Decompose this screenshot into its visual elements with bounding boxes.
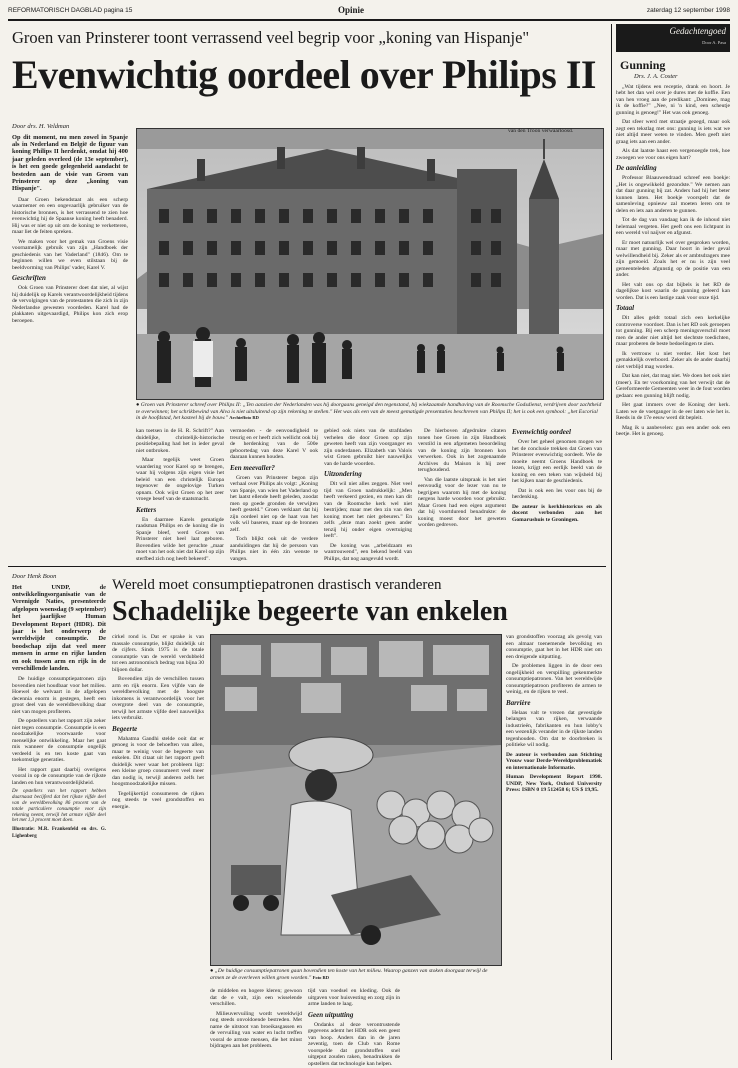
issue-date: zaterdag 12 september 1998: [646, 7, 730, 14]
subheading: Evenwichtig oordeel: [512, 428, 571, 436]
subheading: Begeerte: [112, 724, 138, 733]
article-headline: Evenwichtig oordeel over Philips II: [12, 52, 596, 97]
photo-credit: Archieffoto RD: [229, 415, 259, 421]
sidebar-divider: [611, 24, 612, 1060]
paragraph: Ook Groen van Prinsterer doet dat niet, al wijst hij duidelijk op Karels verantwoordelijkheid tijdens de vervolgingen van de protestanten die zich in zijn Nederlandse gewesten voordeden. Karel had de plakkaten uitgevaardigd, Philips kon zich erop beroepen.: [12, 285, 128, 324]
article-column-2: [112, 634, 204, 1042]
paragraph: We maken voor het gemak van Groens visie voornamelijk gebruik van zijn „Handboek der geschiedenis van het Vaderland" (1846). Om te beginnen willen we even stilstaan bij de beeldvorming van Philips' vader, Karel V.: [12, 238, 128, 271]
article-column-6: [512, 428, 602, 560]
paragraph: Maar tegelijk weet Groen waardering voor Karel op te brengen, waar hij volgens zijn eigen visie het beleid van een christelijk Europa tegenover de ongelovige Turken opnam. Ook wijst Groen op het zeer vroege besef van de staatsmacht.: [136, 457, 224, 502]
paragraph: Dat is ook een les voor ons bij de herdenking.: [512, 487, 602, 500]
paragraph: Dat sfeer werd met straatje gezegd, maar ook zegt een tekstlag met ons: gunning is iets wat we niet altijd meer weten te vinden. Men geeft niet graag iets aan een ander.: [616, 119, 730, 145]
subheading: Ketters: [136, 505, 157, 514]
article-column-5: [506, 634, 602, 1042]
paragraph: Dit wil niet alles zeggen. Niet veel tijd van Groen nadrukkelijk: „Men heeft verkeerd gezien, en men kan dit van de Roomsche kerk wel niet bestrijden; maar met den zin van den koning moet het niet gebeuren." En zelfs „deze man zoekt geen ander tenzij hij onder eigen overtuiging leeft".: [324, 481, 412, 539]
market-photo: [210, 634, 502, 966]
sidebar-body: [616, 74, 730, 1058]
subheading: Geschriften: [12, 274, 46, 283]
paragraph: Professor Blaauwendraad schreef een boekje: „Het is ongewikkeld gezondste." We nemen aan dat daar gunning bij zat. Anders had hij het beter kunnen laten. Het boekje voorspelt dat de samenleving opnieuw zal moeten leren om te delen en iets aan anderen te gunnen.: [616, 175, 730, 214]
paragraph: Bovendien zijn de verschillen tussen arm en rijk enorm. Een vijfde van de wereldbevolking met de hoogste inkomens is verantwoordelijk voor het overgrote deel van de consumptie, terwijl het armste vijfde deel nauwelijks iets verbruikt.: [112, 676, 204, 721]
paragraph: de middelen en hogere kleren; gewoon dat de e valt, zijn een wisselende verschillen.: [210, 988, 302, 1007]
paragraph: Dit alles geldt totaal zich een kerkelijke controverse voordoet. Dan is het RD ook geroepen tot gunning. Bij een scherp meningsverschil moet men de ander niet altijd het slechtste toedichten, maar proberen de beste bedoelingen te zien.: [616, 315, 730, 347]
paper-page-label: REFORMATORISCH DAGBLAD pagina 15: [8, 7, 133, 14]
subheading: Barrière: [506, 698, 531, 707]
paragraph: Mahatma Gandhi stelde ooit dat er genoeg is voor de behoeften van allen, maar te weinig voor de begeerte van enkelen. Dit citaat uit het rapport geeft duidelijk weer waar het probleem ligt: een kleine groep consumeert veel meer dan nodig is, terwijl anderen zelfs het hoogstnoodzakelijke missen.: [112, 735, 204, 787]
article-column-3: [230, 428, 318, 560]
subheading: Geen uitputting: [308, 1010, 354, 1019]
paragraph: De huidige consumptiepatronen zijn bovendien niet houdbaar voor het milieu. Hoewel de welvaart in de afgelopen decennia enorm is gestegen, heeft een groot deel van de wereldbevolking daar niet van mogen profiteren.: [12, 676, 106, 715]
caption-text: Groen van Prinsterer schreef over Philips II: „Ten aanzien der Nederlanden was hij doorgaans geneigd den tegenstand, hij wiekzaamde handhaving van de Roomsche Godsdienst, verdrijven door zachtheid te overwinnen; het schrikbewind van Alva is niet uitsluitend op zijn rekening te stellen." Het was als een van de meest gematigde presentaties beschreven van Philips II; het is ook een symbool: „het Escorial in de hoofdstad, het kasteel bij de bouw.": [136, 402, 602, 422]
paragraph: „Wat tijdens een receptie, drank en hoort. Je hebt het dan wel over je dures met de koffie. Een van hen vroeg aan de predikant: „Dominee, mag ik de koffie?" „Nee, ni 'n kind, een scheutje gunning is genoeg!" Het was ook genoeg.: [616, 83, 730, 116]
illustration-credit: Illustratie: M.R. Frankenfeld en drs. G. Lighenberg: [12, 827, 106, 839]
article-column-3: [210, 988, 302, 1049]
paragraph: Ondanks al deze verontrustende gegevens ademt het HDR ook een geest van hoop. Anders dan in de jaren zeventig, toen de Club van Rome voorspelde dat grondstoffen snel uitgeput zouden raken, benadrukken de opstellers dat technologie kan helpen.: [308, 1021, 400, 1067]
article-lead: Het UNDP, de ontwikkelingsorganisatie van de Verenigde Naties, presenteerde afgelopen woensdag (9 september) het jaarlijkse Human Development Report (HDR). Dit jaar is het onderwerp de wereldwijde consumptie. De boodschap zijn dat veel meer mensen in arme en rijke landen en ook tussen arm en rijk in de verschillende landen.: [12, 583, 106, 672]
paragraph: Van die laatste uitspraak is het niet eenvoudig voor de lezer van nu te begrijpen waarom hij met de koning nergens harde woorden voor gebruikt. Maar Groen had een eigen argument dat hij voortdurend benadrukte: de koning moest door het geweten worden gedreven.: [418, 476, 506, 528]
article-consumption: [8, 570, 606, 1067]
paragraph: Ik vertrouw u niet verder. Het kost het gemakkelijk overboord. Zeker als de ander daarbij niet verblijd mag worden.: [616, 350, 730, 370]
author-note: De auteur is verbonden aan Stichting Vrouw voor Derde-Wereldproblematiek en internationale Informatie.: [506, 751, 602, 771]
byline: Door drs. H. Veldman: [12, 123, 70, 130]
article-column-4: [308, 988, 400, 1067]
byline: Door Henk Boon: [12, 573, 57, 580]
subheading: Uitzondering: [324, 470, 362, 478]
author-note: De auteur is kerkhistoricus en als docent verbonden aan het Gomarushuis te Groningen.: [512, 503, 602, 523]
sidebar-title: Gunning: [620, 58, 666, 72]
paragraph: tijd van voedsel en kleding. Ook de uitgaven voor huisvesting en zorg zijn in arme landen te laag.: [308, 988, 400, 1007]
paragraph: gebied ook niets van de strafdaden verhelen die door Groen op zijn geweten heeft van zijn voorganger en zijn onderdanen. Elizabeth van Valois wist Groen gebruikt hier nauwelijks van de harde woorden.: [324, 428, 412, 467]
article-column-5-body: [418, 428, 506, 560]
article-divider: [8, 566, 606, 567]
paragraph: Groen van Prinsterer begon zijn verhaal over Philips als volgt: „Koning van Spanje, van wien het Vaderland op het laatst ellende heeft geleden, zoodat men op goede gronden de verwijten heeft gesteld." Groen verklaart dat hij zijn oordeel niet op de haat van het volk wil baseren, maar op de bronnen zelf.: [230, 474, 318, 533]
paragraph: En daarmee Karels gematigde raadsman Philips en de koning die in Spanje bleef, werd Groen van Prinsterer niet heel laat geboren. Bovendien wilde het geruchte „maar moet van het ook niet dat Karel op zijn sterfbed zich nog heeft bekeerd".: [136, 516, 224, 562]
paragraph: Milieuvervuiling wordt wereldwijd nog steeds onvoldoende bestreden. Met name de uitstoot van broeikasgassen en de vervuiling van water en lucht treffen vooral de armste mensen, die het minst bijdragen aan het probleem.: [210, 1010, 302, 1049]
sidebar-tag-sub: Door A. Pasa: [702, 40, 726, 45]
paragraph: van den Troon verwaarloosd.: [508, 128, 574, 134]
paragraph: Helaas valt te vrezen dat gevestigde belangen van rijken, verwaande industrieën, fabrikanten en hun lobby's een wezenlijk verander in de rijkste landen tegenhouden. Om dat te doorbreken is politieke wil nodig.: [506, 709, 602, 748]
article-column-1: [12, 124, 128, 560]
paragraph: kan toetsen in de H. R. Schrift?" Aan duidelijke, christelijk-historische positiebepaling had het in ieder geval niet ontbroken.: [136, 428, 224, 454]
section-label: Opinie: [338, 5, 365, 15]
sidebar-tag-banner: [616, 24, 730, 52]
article-column-4: [324, 428, 412, 560]
article-kicker: Wereld moet consumptiepatronen drastisch veranderen: [112, 577, 442, 593]
paragraph: Daar Groen bekendstaat als een scherp waarnemer en een ongevaarlijk gebruiker van de historische bronnen, is het verrassend te zien hoe evenwichtig hij de Spaanse koning heeft benaderd. Hij was er niet op uit om de koning te verketteren, maar liet de feiten spreken.: [12, 196, 128, 236]
sidebar-note: De opstellers van het rapport hebben daarnaast becijferd dat het rijkste vijfde deel van de wereldbevolking 86 procent van de totale particuliere consumptie voor zijn rekening neemt, terwijl het armste vijfde deel het met 1,3 procent moet doen.: [12, 789, 106, 824]
paragraph: De problemen liggen in de door een ongelijkheid en verspilling gekenmerkte consumptiepatronen. Van het wereldwijde consumptiepatroon profiteren de armen te weinig, en de rijken te veel.: [506, 663, 602, 695]
paragraph: Tot de dag van vandaag kan ik de inhoud niet helemaal vergeten. Het geeft ons een lichtpunt in een wereld vol naijver en afgunst.: [616, 217, 730, 236]
masthead: [8, 6, 730, 18]
subheading: Een meevaller?: [230, 463, 275, 472]
paragraph: vermoeden - de eenvoudigheid te treurig en er heeft zich wellicht ook bij de herdenking van de 500e geboortedag van deze Karel V ook daaraan kunnen houden.: [230, 428, 318, 460]
paragraph: Als dat laatste haast een vergenoegde trek, hoe zwoegen we voor ons eigen hart?: [616, 148, 730, 161]
paragraph: Over het geheel genomen mogen we het de conclusie trekken dat Groen van Prinsterer evenwichtig oordeelt. Wie de moeite neemt Groens Handboek te lezen, krijgt een eerlijk beeld van de koning en een teken van wijsheid bij het kijken naar de geschiedenis.: [512, 439, 602, 484]
market-illustration: [211, 635, 501, 965]
paragraph: Er moet natuurlijk wel over gesproken worden, maar met gunning. Daar hoort in ieder geval welwillendheid bij. Zeker als er ambtsdragers mee zijn gemoeid. Zoals het er nu is zijn veel gemeenteleden afgunstig op de positie van een ander.: [616, 239, 730, 278]
article-philips: [8, 24, 606, 564]
paragraph: Mag ik u aanbevelen: gun een ander ook een beetje. Het is genoeg.: [616, 424, 730, 437]
paragraph: De opstellers van het rapport zijn zeker niet tegen consumptie. Consumptie is een noodzakelijke voorwaarde voor menselijke ontwikkeling. Maar het gaat mis wanneer de consumptie ongelijk verdeeld is en ten koste gaat van toekomstige generaties.: [12, 718, 106, 764]
paragraph: Het valt ons op dat bijbels is het RD de dagelijkse kost waarin de gunning geleerd kan worden. Dat is een lastige zaak voor onze tijd.: [616, 281, 730, 301]
report-source: Human Development Report 1998. UNDP, New York, Oxford University Press: ISBN 0 19 512458 6; US $ 19,95.: [506, 774, 602, 793]
caption-text: „De huidige consumptiepatronen gaan bovendien ten koste van het milieu. Waarop ganzen van stoken doorgaat terwijl de armen ze de overleven willen groen worden.": [210, 968, 488, 981]
photo-credit: Foto RD: [312, 974, 329, 980]
subheading: Totaal: [616, 304, 635, 312]
article-column-1: [12, 574, 106, 1040]
byline: Drs. J. A. Coster: [634, 73, 678, 80]
photo-caption: [210, 968, 500, 981]
subheading: De aanleiding: [616, 164, 657, 172]
caption-bullet-icon: ●: [210, 968, 215, 974]
paragraph: Dat kan niet, dat mag niet. We doen het ook niet (meer). En ter voorkoming van het verwijt dat de Gereformeerde Gemeenten weer in de fout worden gedaan: een gunning blijft nodig.: [616, 373, 730, 399]
paragraph: van grondstoffen voorzag als gevolg van een almaar toenemende bevolking en consumptie, gaat het in het HDR niet om een dreigende uitputting.: [506, 634, 602, 660]
paragraph: cirkel rond is. Dat er sprake is van massale consumptie, blijkt duidelijk uit de cijfers. Sinds 1975 is de totale consumptie van de wereld verdubbeld tot een astronomisch bedrag van bijna 30 biljoen dollar.: [112, 634, 204, 673]
paragraph: Toch blijkt ook uit de verdere aanduidingen dat hij de persoon van Philips niet in één zin wenste te vangen.: [230, 536, 318, 562]
sidebar-column: [616, 24, 730, 1060]
paragraph: Het rapport gaat daarbij overigens vooral in op de consumptie van de rijkste landen en hun verantwoordelijkheid.: [12, 766, 106, 786]
masthead-rule: [8, 19, 730, 21]
paragraph: Tegelijkertijd consumeren de rijken nog steeds te veel grondstoffen en energie.: [112, 790, 204, 810]
sidebar-tag: Gedachtengoed: [669, 26, 726, 36]
paragraph: De hierboven afgedrukte citaten tonen hoe Groen in zijn Handboek verstild in een afgemeten beoordeling van de koning zijn bronnen kon verwerken. Ook in het zogenaamde Archives du Maison is hij zeer terughoudend.: [418, 428, 506, 473]
caption-bullet-icon: ●: [136, 402, 141, 408]
article-lead: Op dit moment, nu men zowel in Spanje als in Nederland en België de figuur van koning Philips II herdenkt, omdat hij 400 jaar geleden overleed (de 13e september), is het een goede gelegenheid aandacht te besteden aan de visie van Groen van Prinsterer op deze „koning van Hispanje".: [12, 133, 128, 193]
article-headline: Schadelijke begeerte van enkelen: [112, 596, 508, 627]
paragraph: De koning was „arbeidzaam en wantrouwend", een bekend beeld van Philips, dat nog aangevuld wordt.: [324, 542, 412, 562]
paragraph: Het gaat immers over de Koning der kerk. Laten we de voetganger in de eer laten wie het is. Reeds in de 17e eeuw werd dit bepleit.: [616, 402, 730, 421]
article-kicker: Groen van Prinsterer toont verrassend veel begrip voor „koning van Hispanje": [12, 28, 530, 47]
article-column-2: [136, 428, 224, 560]
